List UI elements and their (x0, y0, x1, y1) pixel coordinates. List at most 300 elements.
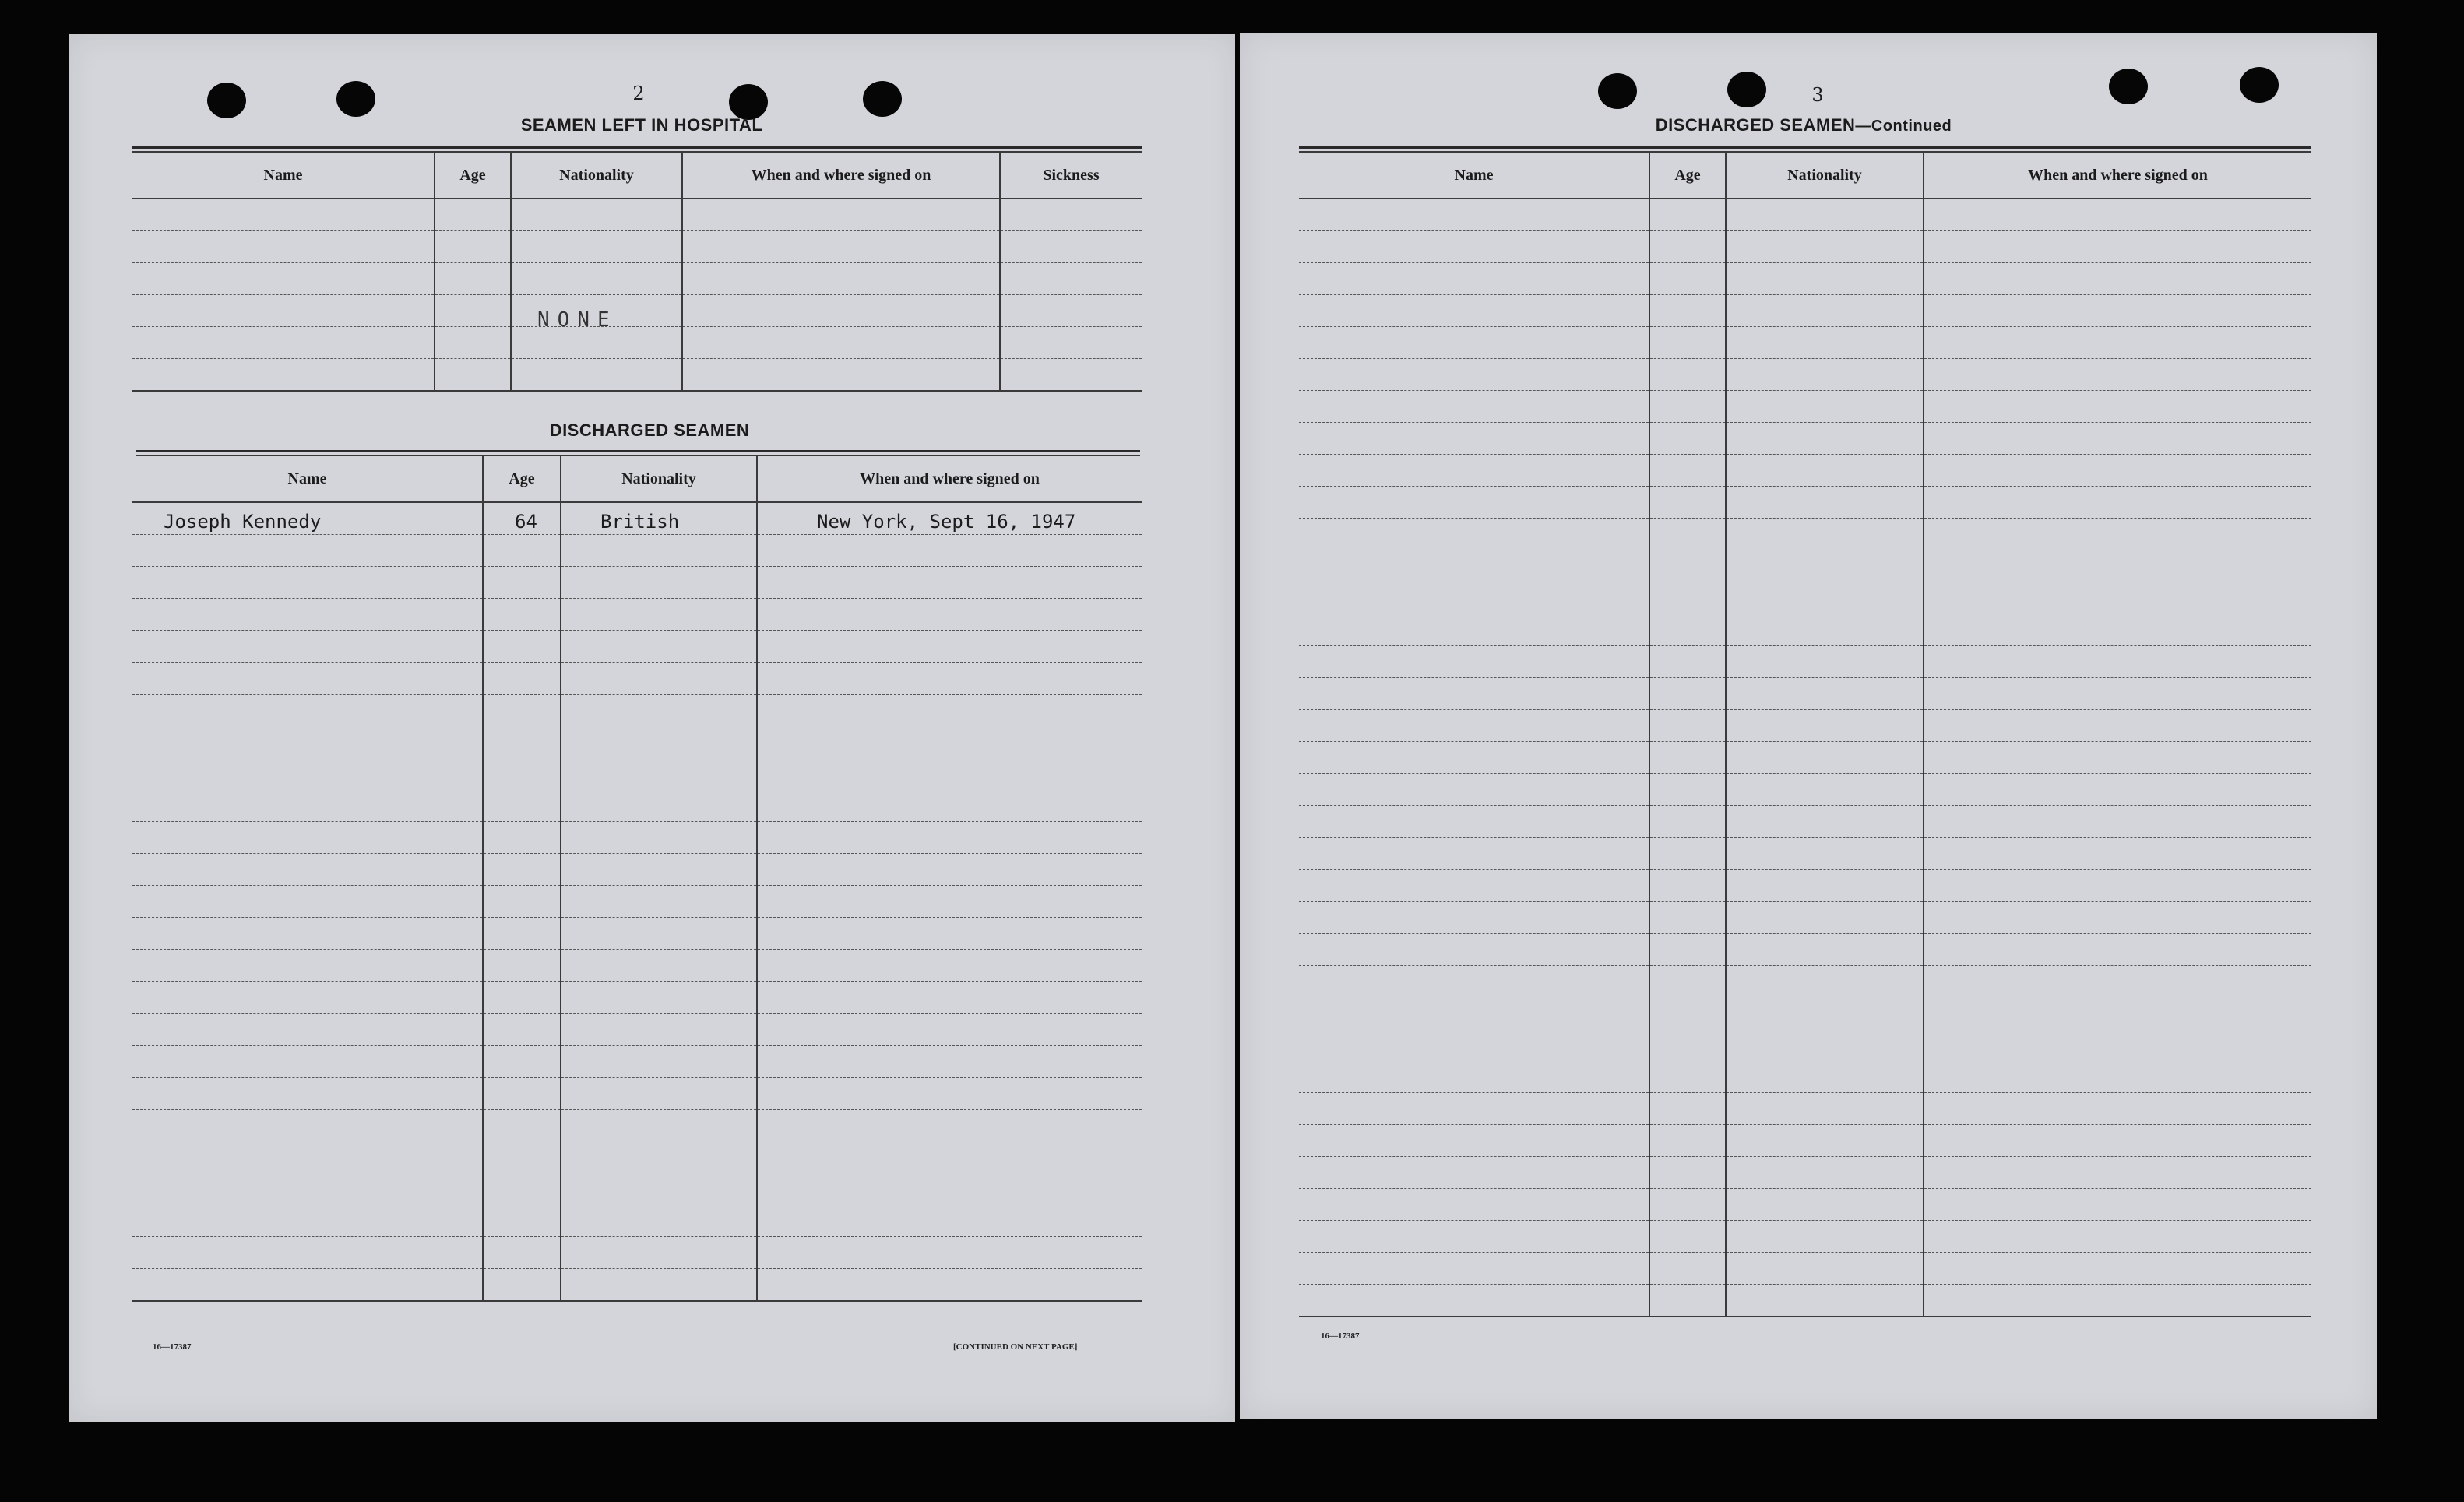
table-row (1299, 582, 2311, 614)
table-cell (1299, 806, 1649, 838)
table-cell (435, 295, 511, 327)
table-cell (435, 231, 511, 263)
column-header-sickness: Sickness (1000, 153, 1142, 199)
table-row (132, 1014, 1142, 1046)
table-cell (561, 1014, 757, 1046)
table-cell (1924, 1221, 2311, 1253)
table-cell (1299, 902, 1649, 934)
table-row (1299, 838, 2311, 870)
table-cell (757, 758, 1142, 790)
table-row (1299, 710, 2311, 742)
table-cell (757, 631, 1142, 663)
table-row (1299, 1125, 2311, 1157)
table-cell (757, 886, 1142, 918)
column-header-name: Name (132, 153, 435, 199)
table-cell (1924, 295, 2311, 327)
table-cell (132, 918, 483, 950)
table-row (132, 790, 1142, 822)
table-cell (1726, 774, 1924, 806)
table-row (132, 663, 1142, 695)
table-row (132, 822, 1142, 854)
table-cell (483, 535, 561, 567)
table-row (132, 359, 1142, 392)
top-rule (132, 146, 1142, 149)
table-cell (1726, 455, 1924, 487)
table-row (1299, 678, 2311, 710)
table-cell (1649, 519, 1726, 550)
table-cell (561, 1237, 757, 1269)
punch-hole-icon (2240, 67, 2279, 103)
table-cell (1924, 678, 2311, 710)
table-cell (1299, 966, 1649, 997)
table-cell (1924, 806, 2311, 838)
punch-hole-icon (1598, 73, 1637, 109)
table-cell (132, 502, 483, 535)
table-cell (1299, 1093, 1649, 1125)
table-cell (132, 1237, 483, 1269)
table-cell (1924, 550, 2311, 582)
table-cell (1924, 231, 2311, 263)
table-cell (1299, 1061, 1649, 1093)
table-cell (1299, 391, 1649, 423)
table-cell (1726, 582, 1924, 614)
table-cell (561, 918, 757, 950)
table-row (1299, 870, 2311, 902)
table-cell (1924, 263, 2311, 295)
table-cell (1649, 934, 1726, 966)
table-cell (132, 535, 483, 567)
table-cell (682, 231, 1000, 263)
table-cell (1924, 742, 2311, 774)
table-cell (1649, 614, 1726, 646)
table-cell (561, 599, 757, 631)
table-cell (561, 535, 757, 567)
column-header-signed-on: When and where signed on (682, 153, 1000, 199)
table-cell (132, 1078, 483, 1110)
table-cell (132, 631, 483, 663)
table-cell (757, 1078, 1142, 1110)
column-header-signed-on: When and where signed on (1924, 153, 2311, 199)
table-cell (1726, 742, 1924, 774)
right-page (1240, 33, 2377, 1419)
table-cell (1726, 391, 1924, 423)
form-number: 16—17387 (1321, 1331, 1360, 1341)
table-cell (1924, 902, 2311, 934)
punch-hole-icon (2109, 69, 2148, 104)
punch-hole-icon (1727, 72, 1766, 107)
table-row (1299, 231, 2311, 263)
table-cell (1649, 997, 1726, 1029)
table-cell (1726, 902, 1924, 934)
table-cell (757, 854, 1142, 886)
table-cell (1726, 231, 1924, 263)
table-cell (1649, 902, 1726, 934)
table-cell (1924, 519, 2311, 550)
table-cell (1299, 423, 1649, 455)
table-cell (561, 950, 757, 982)
table-cell (682, 327, 1000, 359)
table-row (132, 535, 1142, 567)
table-cell (1299, 487, 1649, 519)
table-cell (1299, 1125, 1649, 1157)
table-row (1299, 199, 2311, 231)
table-cell (1924, 870, 2311, 902)
table-cell (483, 1110, 561, 1141)
table-cell (1649, 359, 1726, 391)
table-row (132, 199, 1142, 231)
table-cell (561, 663, 757, 695)
cell-nationality: British (600, 511, 680, 533)
table-row (1299, 519, 2311, 550)
table-cell (1649, 838, 1726, 870)
table-cell (1924, 423, 2311, 455)
table-cell (1649, 1285, 1726, 1317)
table-cell (1726, 1061, 1924, 1093)
table-cell (1000, 359, 1142, 392)
table-cell (1924, 1253, 2311, 1285)
table-cell (1726, 1093, 1924, 1125)
table-cell (757, 599, 1142, 631)
table-cell (1726, 966, 1924, 997)
table-cell (1299, 742, 1649, 774)
table-cell (561, 1110, 757, 1141)
table-cell (757, 535, 1142, 567)
table-cell (1649, 742, 1726, 774)
table-header-row (132, 456, 1142, 502)
table-row (1299, 774, 2311, 806)
discharged-table (132, 456, 1142, 1302)
table-cell (483, 726, 561, 758)
table-cell (1726, 870, 1924, 902)
table-cell (483, 790, 561, 822)
table-cell (1649, 199, 1726, 231)
table-cell (561, 631, 757, 663)
table-cell (1299, 519, 1649, 550)
table-cell (757, 790, 1142, 822)
table-cell (1299, 774, 1649, 806)
table-cell (1726, 646, 1924, 678)
table-cell (1299, 710, 1649, 742)
page-title (1656, 115, 1952, 135)
table-cell (1726, 1125, 1924, 1157)
section-rule (136, 450, 1140, 452)
table-cell (132, 359, 435, 392)
table-cell (1726, 199, 1924, 231)
table-row (132, 263, 1142, 295)
table-cell (1000, 327, 1142, 359)
table-cell (1299, 582, 1649, 614)
table-cell (483, 631, 561, 663)
table-cell (132, 982, 483, 1014)
table-row (1299, 966, 2311, 997)
table-cell (1299, 678, 1649, 710)
table-header-row (132, 153, 1142, 199)
table-cell (1649, 582, 1726, 614)
table-cell (1924, 614, 2311, 646)
table-row (1299, 550, 2311, 582)
table-row (1299, 455, 2311, 487)
table-cell (561, 854, 757, 886)
table-cell (132, 822, 483, 854)
cell-name: Joseph Kennedy (164, 511, 322, 533)
table-row (1299, 646, 2311, 678)
table-row (1299, 614, 2311, 646)
table-row (1299, 487, 2311, 519)
table-cell (682, 199, 1000, 231)
table-cell (1649, 1221, 1726, 1253)
table-row (132, 295, 1142, 327)
table-cell (757, 663, 1142, 695)
table-cell (1924, 934, 2311, 966)
table-row (132, 567, 1142, 599)
table-cell (1649, 806, 1726, 838)
table-cell (132, 790, 483, 822)
table-cell (1924, 710, 2311, 742)
table-cell (483, 1173, 561, 1205)
table-cell (757, 1046, 1142, 1078)
table-cell (1726, 806, 1924, 838)
table-cell (483, 1269, 561, 1302)
table-cell (1649, 231, 1726, 263)
table-row (1299, 391, 2311, 423)
table-cell (757, 1269, 1142, 1302)
table-cell (561, 695, 757, 726)
table-cell (511, 263, 682, 295)
table-cell (757, 1173, 1142, 1205)
table-cell (1924, 646, 2311, 678)
table-row (1299, 1285, 2311, 1317)
table-row (1299, 934, 2311, 966)
column-header-age: Age (435, 153, 511, 199)
table-cell (682, 359, 1000, 392)
table-cell (511, 231, 682, 263)
table-cell (1924, 966, 2311, 997)
table-cell (1924, 1029, 2311, 1061)
title-suffix: —Continued (1855, 118, 1952, 135)
table-cell (1924, 487, 2311, 519)
table-row (132, 1078, 1142, 1110)
table-cell (757, 1014, 1142, 1046)
table-cell (132, 567, 483, 599)
table-row (132, 231, 1142, 263)
table-cell (1726, 1221, 1924, 1253)
left-page (69, 34, 1235, 1422)
table-cell (483, 1141, 561, 1173)
table-cell (483, 599, 561, 631)
table-cell (132, 1205, 483, 1237)
table-cell (483, 1205, 561, 1237)
table-cell (1924, 838, 2311, 870)
table-cell (1726, 1253, 1924, 1285)
table-cell (1299, 1189, 1649, 1221)
table-row (132, 886, 1142, 918)
hospital-table (132, 153, 1142, 392)
table-cell (132, 726, 483, 758)
table-cell (561, 982, 757, 1014)
table-cell (1299, 295, 1649, 327)
table-cell (561, 1269, 757, 1302)
table-cell (561, 1046, 757, 1078)
table-row (1299, 295, 2311, 327)
table-cell (132, 1046, 483, 1078)
table-cell (1299, 359, 1649, 391)
continued-note: [CONTINUED ON NEXT PAGE] (953, 1342, 1078, 1352)
page-number: 2 (632, 83, 645, 104)
table-cell (1726, 550, 1924, 582)
cell-signed_on: New York, Sept 16, 1947 (817, 511, 1076, 533)
table-cell (1299, 455, 1649, 487)
table-cell (1649, 646, 1726, 678)
table-row (1299, 806, 2311, 838)
column-header-nationality: Nationality (561, 456, 757, 502)
table-cell (483, 567, 561, 599)
table-cell (1726, 1029, 1924, 1061)
table-row (1299, 902, 2311, 934)
table-cell (132, 231, 435, 263)
table-cell (1000, 263, 1142, 295)
column-header-signed-on: When and where signed on (757, 456, 1142, 502)
table-cell (483, 982, 561, 1014)
table-cell (1726, 263, 1924, 295)
table-row (132, 599, 1142, 631)
table-cell (132, 295, 435, 327)
table-row (1299, 997, 2311, 1029)
table-cell (1649, 550, 1726, 582)
table-row (132, 950, 1142, 982)
table-row (132, 854, 1142, 886)
table-row (132, 1046, 1142, 1078)
table-row (132, 1269, 1142, 1302)
table-cell (561, 758, 757, 790)
title-main: DISCHARGED SEAMEN (1655, 115, 1856, 135)
column-header-age: Age (1649, 153, 1726, 199)
table-cell (1726, 423, 1924, 455)
table-cell (1649, 455, 1726, 487)
top-rule (1299, 146, 2311, 149)
table-cell (561, 567, 757, 599)
table-cell (1726, 327, 1924, 359)
table-row (1299, 1189, 2311, 1221)
table-cell (1924, 774, 2311, 806)
table-header-row (1299, 153, 2311, 199)
table-cell (1000, 199, 1142, 231)
table-cell (757, 502, 1142, 535)
table-row (132, 1173, 1142, 1205)
table-row (132, 726, 1142, 758)
column-header-name: Name (132, 456, 483, 502)
table-cell (483, 663, 561, 695)
table-cell (1726, 838, 1924, 870)
continued-table (1299, 153, 2311, 1317)
table-cell (1924, 1189, 2311, 1221)
table-row (1299, 359, 2311, 391)
table-cell (757, 982, 1142, 1014)
table-cell (1726, 359, 1924, 391)
table-cell (757, 918, 1142, 950)
table-cell (1924, 1285, 2311, 1317)
table-cell (435, 199, 511, 231)
table-row (132, 1205, 1142, 1237)
table-cell (757, 1110, 1142, 1141)
table-cell (1649, 327, 1726, 359)
table-row (132, 695, 1142, 726)
table-cell (1726, 997, 1924, 1029)
table-cell (483, 1078, 561, 1110)
table-cell (1299, 231, 1649, 263)
table-cell (1726, 678, 1924, 710)
table-cell (1924, 327, 2311, 359)
table-cell (1924, 1093, 2311, 1125)
table-cell (1299, 327, 1649, 359)
table-cell (1299, 1285, 1649, 1317)
table-cell (483, 758, 561, 790)
table-cell (483, 854, 561, 886)
table-cell (561, 1141, 757, 1173)
table-cell (1649, 678, 1726, 710)
table-cell (132, 599, 483, 631)
page-number: 3 (1811, 84, 1824, 106)
table-cell (1726, 614, 1924, 646)
cell-age: 64 (515, 511, 537, 533)
discharged-section-title: DISCHARGED SEAMEN (549, 420, 750, 440)
table-row (1299, 263, 2311, 295)
column-header-name: Name (1299, 153, 1649, 199)
none-stamp: NONE (537, 308, 618, 332)
table-cell (1299, 838, 1649, 870)
table-row (132, 918, 1142, 950)
table-cell (561, 502, 757, 535)
table-cell (1649, 263, 1726, 295)
table-row (132, 1110, 1142, 1141)
table-row (132, 1141, 1142, 1173)
table-cell (1299, 614, 1649, 646)
table-cell (132, 886, 483, 918)
table-row (132, 1237, 1142, 1269)
table-cell (511, 199, 682, 231)
table-cell (132, 1173, 483, 1205)
table-cell (1299, 1029, 1649, 1061)
hospital-section-title: SEAMEN LEFT IN HOSPITAL (520, 115, 763, 135)
table-cell (483, 918, 561, 950)
table-cell (511, 359, 682, 392)
punch-hole-icon (336, 81, 375, 117)
table-cell (1924, 997, 2311, 1029)
table-cell (1726, 519, 1924, 550)
table-cell (483, 886, 561, 918)
table-cell (561, 1205, 757, 1237)
table-cell (1924, 391, 2311, 423)
table-cell (757, 950, 1142, 982)
table-cell (757, 822, 1142, 854)
table-cell (1299, 870, 1649, 902)
table-cell (1924, 1125, 2311, 1157)
table-cell (132, 854, 483, 886)
table-cell (1649, 423, 1726, 455)
table-cell (1649, 487, 1726, 519)
table-cell (132, 327, 435, 359)
table-cell (1726, 1189, 1924, 1221)
table-cell (1299, 263, 1649, 295)
table-cell (682, 295, 1000, 327)
table-cell (1726, 295, 1924, 327)
table-cell (682, 263, 1000, 295)
table-cell (1299, 550, 1649, 582)
table-cell (757, 726, 1142, 758)
table-cell (483, 822, 561, 854)
table-cell (1924, 582, 2311, 614)
punch-hole-icon (863, 81, 902, 117)
table-row (1299, 742, 2311, 774)
